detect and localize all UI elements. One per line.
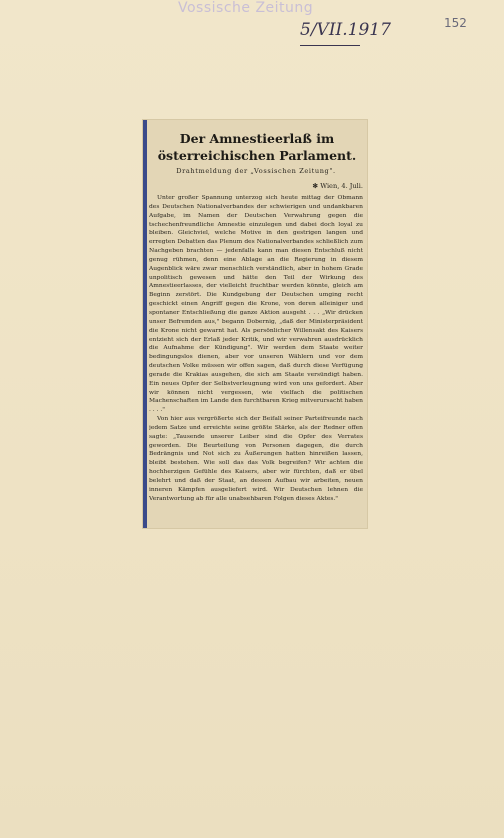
dateline-place: Wien, bbox=[320, 182, 340, 190]
dateline-mark: ✻ bbox=[312, 182, 321, 190]
article-title: Der Amnestieerlaß im österreichischen Parlament. bbox=[157, 131, 357, 163]
newspaper-stamp: Vossische Zeitung bbox=[178, 0, 314, 16]
article-paragraph: Von hier aus vergrößerte sich der Beifall seiner Parteifreunde nach jedem Satze und erreichte seine größte Stärke, als der Redner offen sagte: „Tausende unserer Leiber sind die Opfer des Verrates geworden. Die Beurteilung von Personen dagegen, die durch Bedrängnis und Not sich zu Äußerungen hatten hinreißen lassen, bleibt bestehen. Wie soll das das Volk begreifen? Wir achten die hochherzigen Gefühle des Kaisers, aber wir fürchten, daß er übel belehrt und daß der Staat, an dessen Aufbau wir arbeiten, neuen inneren Kämpfen ausgeliefert wird. Wir Deutschen lehnen die Verantwortung ab für alle unabsehbaren Folgen dieses Aktes." bbox=[149, 415, 363, 502]
handwritten-date-text: 5/VII.1917 bbox=[300, 20, 391, 40]
handwritten-date bbox=[300, 20, 391, 46]
page-number: 152 bbox=[444, 16, 467, 30]
clipping-edge-mark bbox=[143, 120, 147, 528]
dateline-date: 4. Juli. bbox=[341, 182, 363, 190]
newspaper-clipping bbox=[143, 120, 367, 528]
article-subtitle: Drahtmeldung der „Vossischen Zeitung". bbox=[176, 167, 336, 175]
article-body bbox=[149, 194, 363, 524]
article-paragraph: Unter großer Spannung unterzog sich heute mittag der Obmann des Deutschen Nationalverbandes der schwierigen und undankbaren Aufgabe, im Namen der Deutschen Verwahrung gegen die tschechenfreundliche Amnestie einzulegen und dabei doch loyal zu bleiben. Gleichviel, welche Motive in den gestrigen langen und erregten Debatten das Plenum des Nationalverbandes schließlich zum Nachgeben brachten — jedenfalls kann man diesen Entschluß nicht genug rühmen, denn eine Ablage an die Regierung in diesem Augenblick wäre zwar menschlich verständlich, aber in hohem Grade unpolitisch gewesen und hätte den Teil der Wirkung des Amnestieerlasses, der vielleicht fruchtbar werden könnte, gleich am Beginn zerstört. Die Kundgebung der Deutschen umging recht geschickt einen Angriff gegen die Krone, von deren alleiniger und spontaner Entschließung die ganze Aktion ausgeht . . . „Wir drücken unser Befremden aus," begann Dobernig, „daß der Ministerpräsident die Krone nicht gewarnt hat. Als persönlicher Willensakt des Kaisers entzieht sich der Erlaß jeder Kritik, und wir verwahren ausdrücklich die Aufnahme der Kündigung". Wir werden dem Staate weiter bedingungslos dienen, aber vor unseren Wählern und vor dem deutschen Volke müssen wir offen sagen, daß durch diese Verfügung gerade die Krakias ausgehen, die sich am Staate versündigt haben. Ein neues Opfer der Selbstverleugnung wird von uns gefordert. Aber wir können nicht vergessen, wie vielfach die politischen Machenschaften im Lande den furchtbaren Krieg mitverursacht haben . . . ." bbox=[149, 194, 363, 414]
date-underline bbox=[300, 45, 360, 46]
article-dateline bbox=[149, 182, 363, 191]
